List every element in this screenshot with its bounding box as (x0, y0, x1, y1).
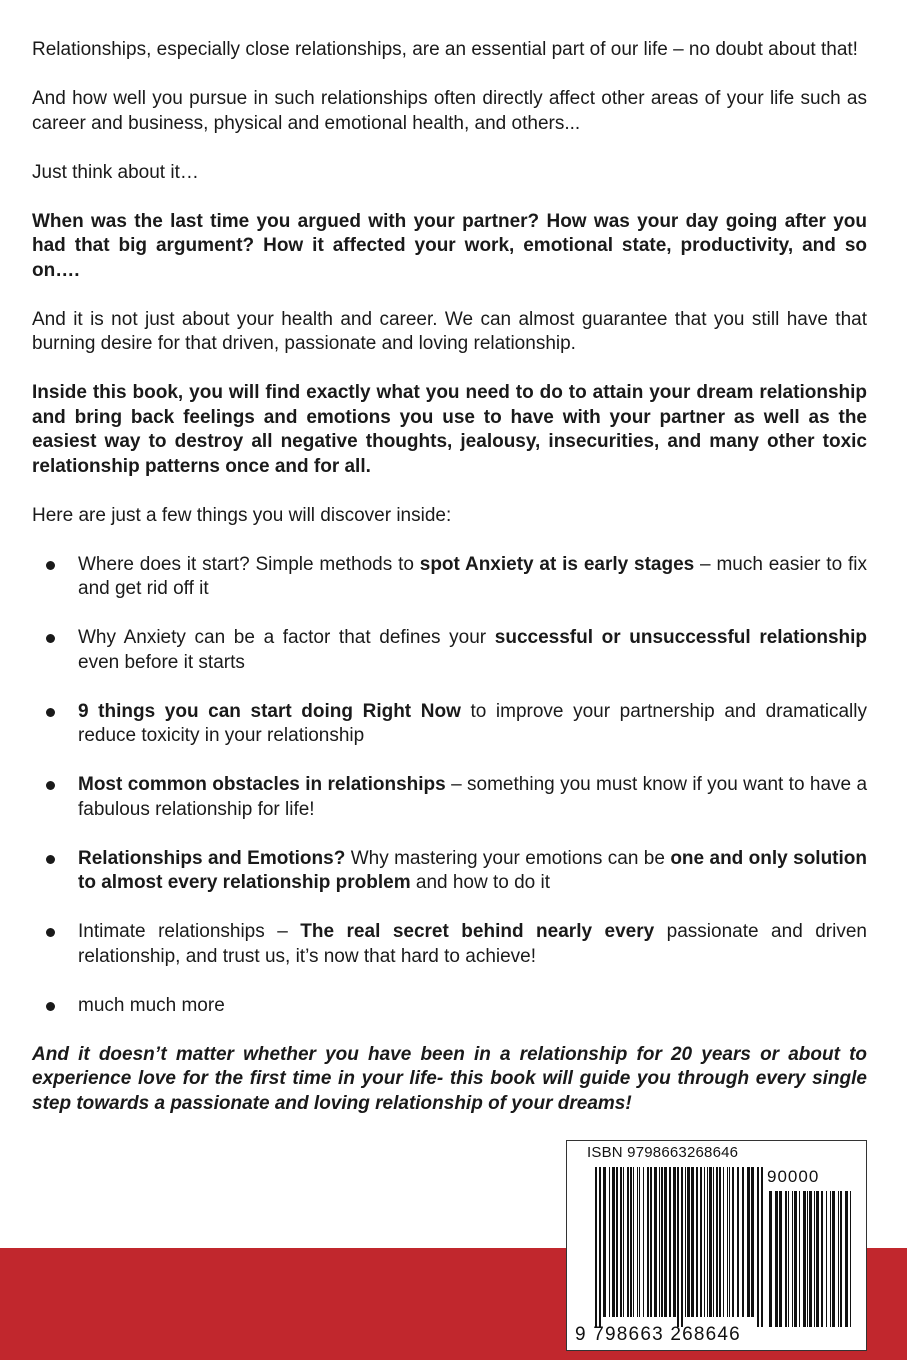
barcode-bar (707, 1167, 708, 1317)
barcode-bar (637, 1167, 638, 1317)
barcode-bar (664, 1167, 667, 1317)
barcode-bar (769, 1191, 772, 1327)
bullet-icon (46, 1002, 55, 1011)
barcode-bar (792, 1191, 793, 1327)
barcode-bar (713, 1167, 714, 1317)
barcode-bar (654, 1167, 657, 1317)
barcode-bar (840, 1191, 842, 1327)
list-item: Relationships and Emotions? Why mastering your emotions can be one and only solution to almost every relationship problem and how to do it (32, 847, 867, 896)
closing-statement: And it doesn’t matter whether you have been in a relationship for 20 years or about to experience love for the first time in your life- this book will guide you through every single step towards a passionate and loving relationship of your dreams! (32, 1043, 867, 1114)
paragraph-desire: And it is not just about your health and career. We can almost guarantee that you still have that burning desire for that driven, passionate and loving relationship. (32, 308, 867, 354)
barcode-bars (567, 1141, 868, 1352)
barcode-bar (696, 1167, 698, 1317)
barcode-guard-bar (757, 1167, 759, 1327)
ean-number: 9 798663 268646 (575, 1324, 741, 1345)
isbn-label: ISBN 9798663268646 (587, 1144, 739, 1161)
barcode-guard-bar (595, 1167, 597, 1327)
barcode-bar (616, 1167, 618, 1317)
barcode-bar (691, 1167, 694, 1317)
bullet-icon (46, 634, 55, 643)
barcode-bar (650, 1167, 652, 1317)
barcode-bar (794, 1191, 797, 1327)
barcode-bar (799, 1191, 800, 1327)
barcode-bar (775, 1191, 778, 1327)
barcode-bar (747, 1167, 750, 1317)
barcode-bar (716, 1167, 718, 1317)
barcode-bar (727, 1167, 728, 1317)
barcode-bar (620, 1167, 622, 1317)
back-cover-text (32, 38, 867, 1141)
list-item: Why Anxiety can be a factor that defines your successful or unsuccessful relationship even before it starts (32, 626, 867, 675)
bullet-icon (46, 561, 55, 570)
feature-list (32, 553, 867, 1019)
barcode-bar (719, 1167, 721, 1317)
barcode-bar (704, 1167, 705, 1317)
barcode-bar (803, 1191, 806, 1327)
barcode-bar (821, 1191, 823, 1327)
barcode-bar (830, 1191, 831, 1327)
barcode-bar (673, 1167, 676, 1317)
barcode-bar (685, 1167, 686, 1317)
barcode-bar (845, 1191, 848, 1327)
barcode-bar (826, 1191, 827, 1327)
barcode-bar (732, 1167, 734, 1317)
barcode-bar (742, 1167, 744, 1317)
barcode-bar (661, 1167, 663, 1317)
barcode-bar (737, 1167, 739, 1317)
barcode-bar (816, 1191, 819, 1327)
paragraph-questions: When was the last time you argued with your partner? How was your day going after you had that big argument? How it affected your work, emotional state, productivity, and so on…. (32, 210, 867, 281)
bullet-icon (46, 855, 55, 864)
paragraph-intro: Relationships, especially close relationships, are an essential part of our life – no doubt about that! (32, 39, 858, 60)
list-item: Intimate relationships – The real secret behind nearly every passionate and driven relationship, and trust us, it’s now that hard to achieve! (32, 920, 867, 969)
barcode-bar (788, 1191, 789, 1327)
barcode-bar (814, 1191, 815, 1327)
paragraph-impact: And how well you pursue in such relationships often directly affect other areas of your life such as career and business, physical and emotional health, and others... (32, 88, 867, 134)
barcode-bar (603, 1167, 606, 1317)
paragraph-inside-book: Inside this book, you will find exactly what you need to do to attain your dream relationship and bring back feelings and emotions you use to have with your partner as well as the easiest way to destroy all negative thoughts, jealousy, insecurities, and many other toxic relationship patterns once and for all. (32, 382, 867, 477)
barcode-bar (809, 1191, 812, 1327)
barcode-bar (647, 1167, 649, 1317)
barcode-bar (779, 1191, 782, 1327)
list-item: Most common obstacles in relationships – something you must know if you want to have a fabulous relationship for life! (32, 773, 867, 822)
barcode-bar (709, 1167, 712, 1317)
barcode-bar (700, 1167, 702, 1317)
barcode-bar (850, 1191, 851, 1327)
barcode-bar (751, 1167, 754, 1317)
barcode-bar (630, 1167, 632, 1317)
price-addon-number: 90000 (767, 1167, 820, 1186)
barcode-bar (669, 1167, 671, 1317)
barcode-bar (832, 1191, 835, 1327)
barcode-bar (659, 1167, 660, 1317)
barcode-guard-bar (677, 1167, 679, 1327)
barcode-bar (623, 1167, 624, 1317)
barcode (566, 1140, 867, 1351)
barcode-guard-bar (681, 1167, 683, 1327)
barcode-guard-bar (599, 1167, 601, 1327)
barcode-bar (639, 1167, 640, 1317)
list-item: 9 things you can start doing Right Now to improve your partnership and dramatically reduce toxicity in your relationship (32, 700, 867, 749)
barcode-guard-bar (761, 1167, 763, 1327)
paragraph-think: Just think about it… (32, 161, 199, 183)
barcode-bar (785, 1191, 787, 1327)
barcode-bar (838, 1191, 839, 1327)
barcode-bar (612, 1167, 615, 1317)
list-item: Where does it start? Simple methods to spot Anxiety at is early stages – much easier to fix and get rid off it (32, 553, 867, 602)
list-item: much much more (32, 994, 867, 1019)
barcode-bar (807, 1191, 808, 1327)
barcode-bar (609, 1167, 610, 1317)
barcode-bar (723, 1167, 724, 1317)
barcode-bar (633, 1167, 634, 1317)
bullet-icon (46, 781, 55, 790)
barcode-bar (643, 1167, 644, 1317)
barcode-bar (627, 1167, 629, 1317)
bullet-icon (46, 928, 55, 937)
bullet-icon (46, 708, 55, 717)
barcode-bar (687, 1167, 690, 1317)
barcode-bar (729, 1167, 730, 1317)
paragraph-discover: Here are just a few things you will discover inside: (32, 504, 452, 526)
